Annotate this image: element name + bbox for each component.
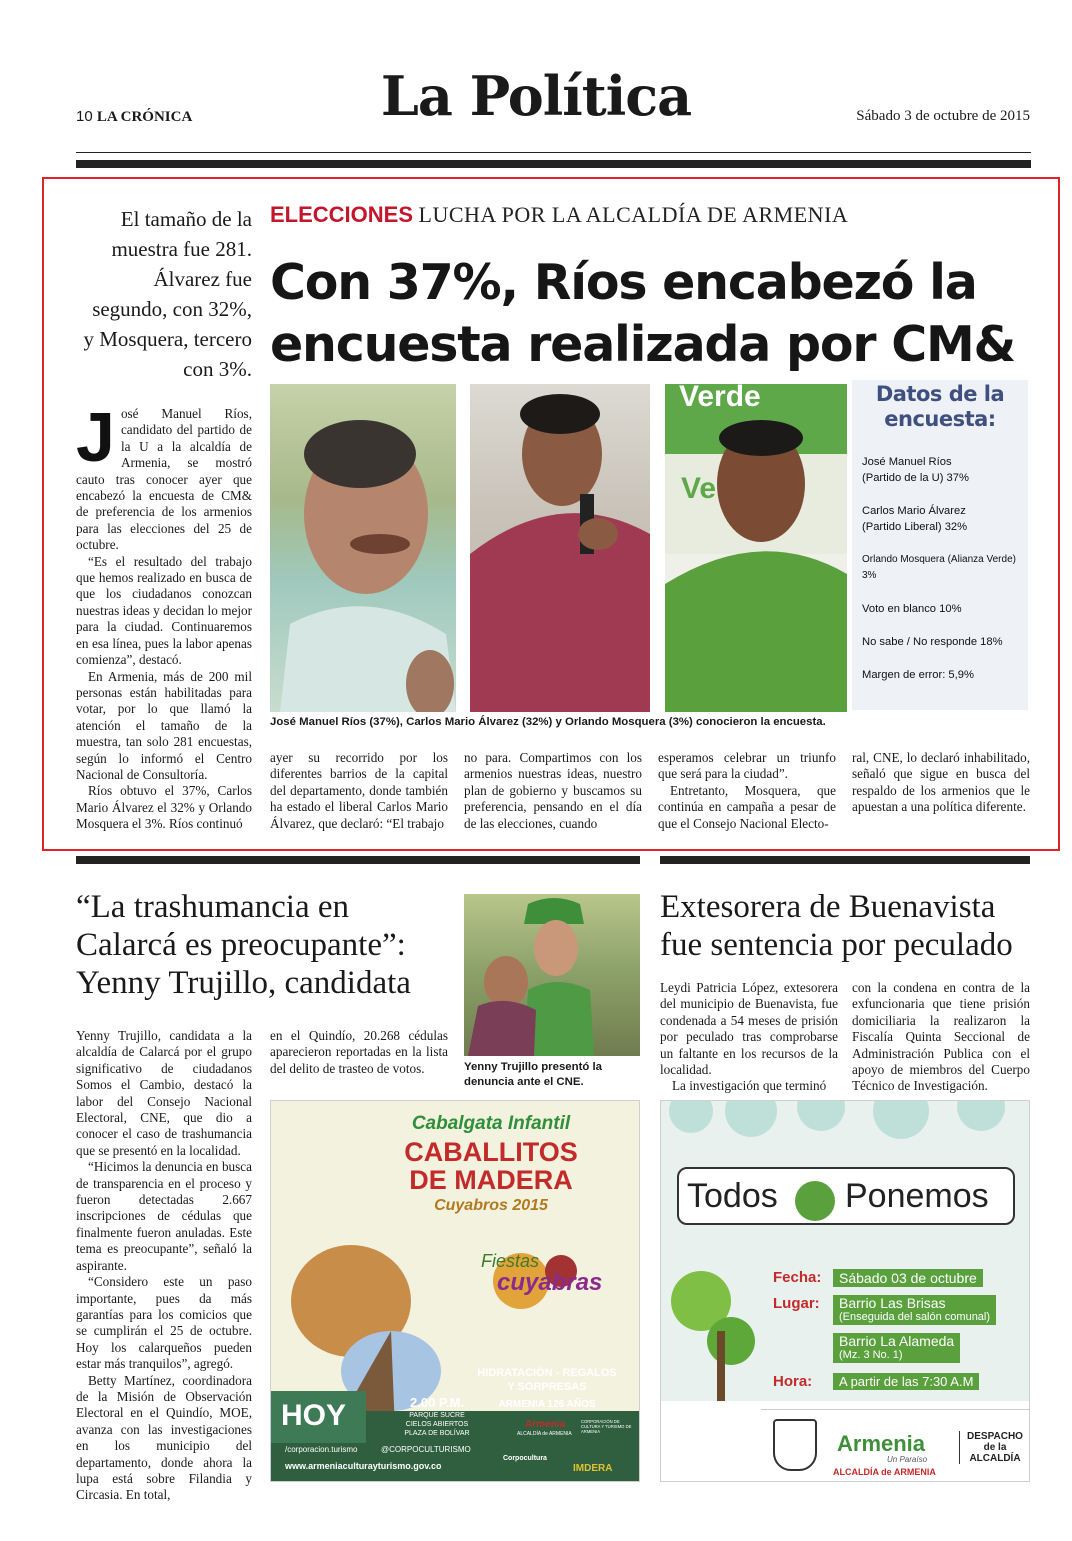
- newspaper-name: LA CRÓNICA: [96, 109, 193, 125]
- lead-column-2: [270, 750, 448, 832]
- lower-rule-left: [76, 856, 640, 864]
- despacho-line2: de la: [983, 1442, 1007, 1453]
- ad1-festas1: Fiestas: [481, 1251, 540, 1271]
- ad1-url: www.armeniaculturayturismo.gov.co: [285, 1461, 442, 1471]
- ad1-place1: PARQUE SUCRE: [409, 1412, 465, 1419]
- photo-mosquera-figure: [665, 384, 847, 712]
- poll-item: [862, 552, 1020, 584]
- hora-value: A partir de las 7:30 A.M: [833, 1373, 979, 1390]
- poll-title-line1: Datos de la: [875, 382, 1005, 406]
- poll-item-line: Carlos Mario Álvarez: [862, 505, 966, 517]
- story3-headline: Extesorera de Buenavista fue sentencia por peculado: [660, 889, 1013, 963]
- lugar2: Barrio La Alameda: [839, 1333, 955, 1349]
- footer-brand: Armenia: [837, 1431, 926, 1456]
- kicker-bold: ELECCIONES: [270, 202, 414, 227]
- ad1-line1: Cabalgata Infantil: [411, 1113, 571, 1134]
- poll-title-line2: encuesta:: [884, 407, 996, 431]
- lugar1-box: [833, 1295, 996, 1325]
- lugar2-box: [833, 1333, 960, 1363]
- poll-item: [862, 667, 1020, 683]
- ad1-logo1: Armenia: [525, 1419, 566, 1430]
- poll-item-line: Voto en blanco 10%: [862, 603, 962, 615]
- lead-col2-text: ayer su recorrido por los diferentes barrios de la capital del departamento, donde también ha estado el liberal Carlos Mario Álvarez, que declaró: “El trabajo: [270, 750, 448, 831]
- lead-para1-text: osé Manuel Ríos, candidato del partido de la U a la alcaldía de Armenia, se mostró cauto tras conocer ayer que encabezó la encuesta de CM& de preferencia de los armenios para las elecciones del 25 de octubre.: [76, 406, 252, 553]
- story3-column-1: [660, 980, 838, 1095]
- poll-item: [862, 454, 1020, 486]
- ad1-anniversary: ARMENIA 126 AÑOS: [498, 1399, 596, 1410]
- todos-logo-icon: [795, 1181, 835, 1221]
- story2-p2: “Hicimos la denuncia en busca de transparencia en el proceso y fueron detectadas 2.667 inscripciones de cédulas que finalmente fueron anuladas. Este tema es preocupante”, señaló la aspirante.: [76, 1159, 252, 1273]
- poll-title: [852, 382, 1028, 432]
- issue-date: Sábado 3 de octubre de 2015: [856, 108, 1030, 124]
- photo-mosquera: [665, 384, 847, 712]
- todos-brand2: Ponemos: [845, 1177, 989, 1215]
- photo-rios-figure: [270, 384, 456, 712]
- photo-alvarez-figure: [470, 384, 650, 712]
- ad1-logo3: CORPORACIÓN DE CULTURA Y TURISMO DE ARMENIA: [581, 1419, 632, 1434]
- ad1-time: 2.00 P.M.: [410, 1395, 464, 1410]
- lead-column-4: [658, 750, 836, 832]
- header-thick-rule: [76, 160, 1031, 168]
- headline-line2: encuesta realizada por CM&: [270, 316, 1016, 373]
- ad1-logo4: Corpocultura: [503, 1455, 547, 1462]
- kicker-rest: LUCHA POR LA ALCALDÍA DE ARMENIA: [418, 202, 849, 227]
- coat-of-arms-icon: [773, 1419, 817, 1471]
- ad-todos-ponemos: [660, 1100, 1030, 1482]
- todos-brand1: Todos: [687, 1177, 778, 1215]
- lugar2-sub: (Mz. 3 No. 1): [839, 1349, 903, 1361]
- poll-item-line: No sabe / No responde 18%: [862, 636, 1003, 648]
- lead-headline: [270, 252, 1040, 376]
- story3-column-2: [852, 980, 1030, 1095]
- ad1-line4: Cuyabros 2015: [434, 1197, 548, 1214]
- poll-item-line: (Partido Liberal) 32%: [862, 521, 968, 533]
- poll-item-line: Margen de error: 5,9%: [862, 669, 974, 681]
- poll-item-line: José Manuel Ríos: [862, 456, 952, 468]
- story2-photo: [464, 894, 640, 1056]
- dropcap: J: [76, 398, 115, 476]
- lead-column-3: [464, 750, 642, 832]
- ad1-line3: DE MADERA: [409, 1165, 573, 1195]
- ad1-place2: CIELOS ABIERTOS: [405, 1421, 469, 1428]
- poll-item: [862, 503, 1020, 535]
- poll-item: [862, 634, 1020, 650]
- lower-rule-right: [660, 856, 1030, 864]
- lugar1-sub: (Enseguida del salón comunal): [839, 1311, 991, 1323]
- sidebar-quote: El tamaño de la muestra fue 281. Álvarez fue segundo, con 32%, y Mosquera, tercero con 3%.: [83, 207, 252, 381]
- ad1-festas2: cuyabras: [497, 1269, 603, 1296]
- headline-line1: Con 37%, Ríos encabezó la: [270, 254, 977, 311]
- lead-col5-text: ral, CNE, lo declaró inhabilitado, señaló que sigue en busca del respaldo de los armenios que le apuestan a una política diferente.: [852, 750, 1030, 815]
- lead-col4a-text: esperamos celebrar un triunfo que será para la ciudad”.: [658, 750, 836, 782]
- story2-p3: “Considero este un paso importante, pues da más garantías para los comicios que se cumplirán el 25 de octubre. Hoy los calarqueños pueden estar más tranquilos”, agregó.: [76, 1274, 252, 1372]
- story2-photo-figure: [464, 894, 640, 1056]
- story2-column-1: [76, 1028, 252, 1504]
- lugar-label: Lugar:: [773, 1295, 820, 1312]
- story2-p4: Betty Martínez, coordinadora de la Misión de Observación Electoral en el Quindío, MOE, avanza con las investigaciones en los municipio del departamento, donde ahora la lupa está sobre Filandia y Circasia. En total,: [76, 1372, 252, 1503]
- photo-alvarez: [470, 384, 650, 712]
- fecha-value: Sábado 03 de octubre: [833, 1269, 983, 1287]
- photo-rios: [270, 384, 456, 712]
- ad1-social2: @CORPOCULTURISMO: [381, 1445, 471, 1454]
- section-title: La Política: [380, 64, 692, 128]
- despacho-line1: DESPACHO: [967, 1431, 1023, 1442]
- ad1-perks2: Y SORPRESAS: [507, 1381, 587, 1393]
- lead-paragraph-1: [76, 398, 252, 554]
- ad1-perks1: HIDRATACIÓN - REGALOS: [477, 1367, 617, 1379]
- story3-col2: con la condena en contra de la exfuncionaria que tiene prisión domiciliaria la realizaron la Fiscalía Quinta Seccional de Administración Publica con el apoyo de miembros del Cuerpo Técnico de Investigación.: [852, 980, 1030, 1094]
- story3-p2: La investigación que terminó: [672, 1078, 827, 1094]
- ad1-line2: CABALLITOS: [404, 1137, 578, 1167]
- story2-photo-caption: Yenny Trujillo presentó la denuncia ante el CNE.: [464, 1061, 602, 1088]
- ad1-logo5: ALCALDÍA de ARMENIA: [517, 1431, 572, 1437]
- ad1-logo2: IMDERA: [573, 1463, 613, 1474]
- header-thin-rule: [76, 152, 1031, 153]
- poll-box: [852, 380, 1028, 710]
- story2-column-2: [270, 1028, 448, 1077]
- photo3-banner-text-2: Ve: [681, 472, 717, 505]
- story2-headline: “La trashumancia en Calarcá es preocupante”: Yenny Trujillo, candidata: [76, 889, 411, 1001]
- lead-paragraph-4: Ríos obtuvo el 37%, Carlos Mario Álvarez el 32% y Orlando Mosquera el 3%. Ríos continuó: [76, 783, 252, 832]
- ad1-place3: PLAZA DE BOLÍVAR: [404, 1430, 470, 1437]
- ad-caballitos: [270, 1100, 640, 1482]
- despacho-box: [959, 1431, 1030, 1464]
- poll-item-line: Orlando Mosquera (Alianza Verde) 3%: [862, 554, 1016, 581]
- lead-col3-text: no para. Compartimos con los armenios nuestras ideas, nuestro plan de gobierno y buscamos su preferencia, pensando en el día de las elecciones, cuando: [464, 750, 642, 831]
- photo3-banner-text: Verde: [679, 384, 761, 413]
- footer-alcaldia: ALCALDÍA de ARMENIA: [833, 1467, 936, 1477]
- ad1-social1: /corporacion.turismo: [285, 1445, 358, 1454]
- despacho-line3: ALCALDÍA: [969, 1453, 1021, 1464]
- lead-column-1: [76, 398, 252, 833]
- poll-item: [862, 601, 1020, 617]
- lead-col4b-text: Entretanto, Mosquera, que continúa en campaña a pesar de que el Consejo Nacional Electo-: [658, 782, 836, 831]
- poll-item-line: (Partido de la U) 37%: [862, 472, 969, 484]
- story2-p1: Yenny Trujillo, candidata a la alcaldía de Calarcá por el grupo significativo de ciudadanos Somos el Cambio, destacó la labor del Consejo Nacional Electoral, CNE, que dio a conocer el caso de trashumancia que se presentó en la localidad.: [76, 1028, 252, 1158]
- footer-tagline: Un Paraíso: [887, 1455, 928, 1464]
- ad1-today: HOY: [281, 1399, 347, 1432]
- lead-paragraph-3: En Armenia, más de 200 mil personas están habilitadas para votar, por lo que llamó la atención el tamaño de la muestra, tan solo 281 encuestas, según lo informó el Centro Nacional de Consultoría.: [76, 668, 252, 782]
- lead-photo-caption: José Manuel Ríos (37%), Carlos Mario Álvarez (32%) y Orlando Mosquera (3%) conocieron la encuesta.: [270, 716, 826, 728]
- hora-label: Hora:: [773, 1373, 813, 1390]
- story2-col2: en el Quindío, 20.268 cédulas aparecieron reportadas en la lista del delito de trasteo de votos.: [270, 1028, 448, 1076]
- fecha-label: Fecha:: [773, 1269, 822, 1286]
- lead-column-5: [852, 750, 1030, 816]
- story3-p1: Leydi Patricia López, extesorera del municipio de Buenavista, fue condenada a 54 meses de prisión por peculado tras comprobarse un faltante en los recursos de la localidad.: [660, 980, 838, 1078]
- lead-paragraph-2: “Es el resultado del trabajo que hemos realizado en busca de que los ciudadanos conozcan nuestras ideas y decidan lo mejor para la ciudad. Continuaremos en esa línea, pues la labor apenas comienza”, destacó.: [76, 553, 252, 668]
- kicker: [270, 202, 848, 228]
- page-number-value: 10: [76, 108, 93, 125]
- lugar1: Barrio Las Brisas: [839, 1295, 946, 1311]
